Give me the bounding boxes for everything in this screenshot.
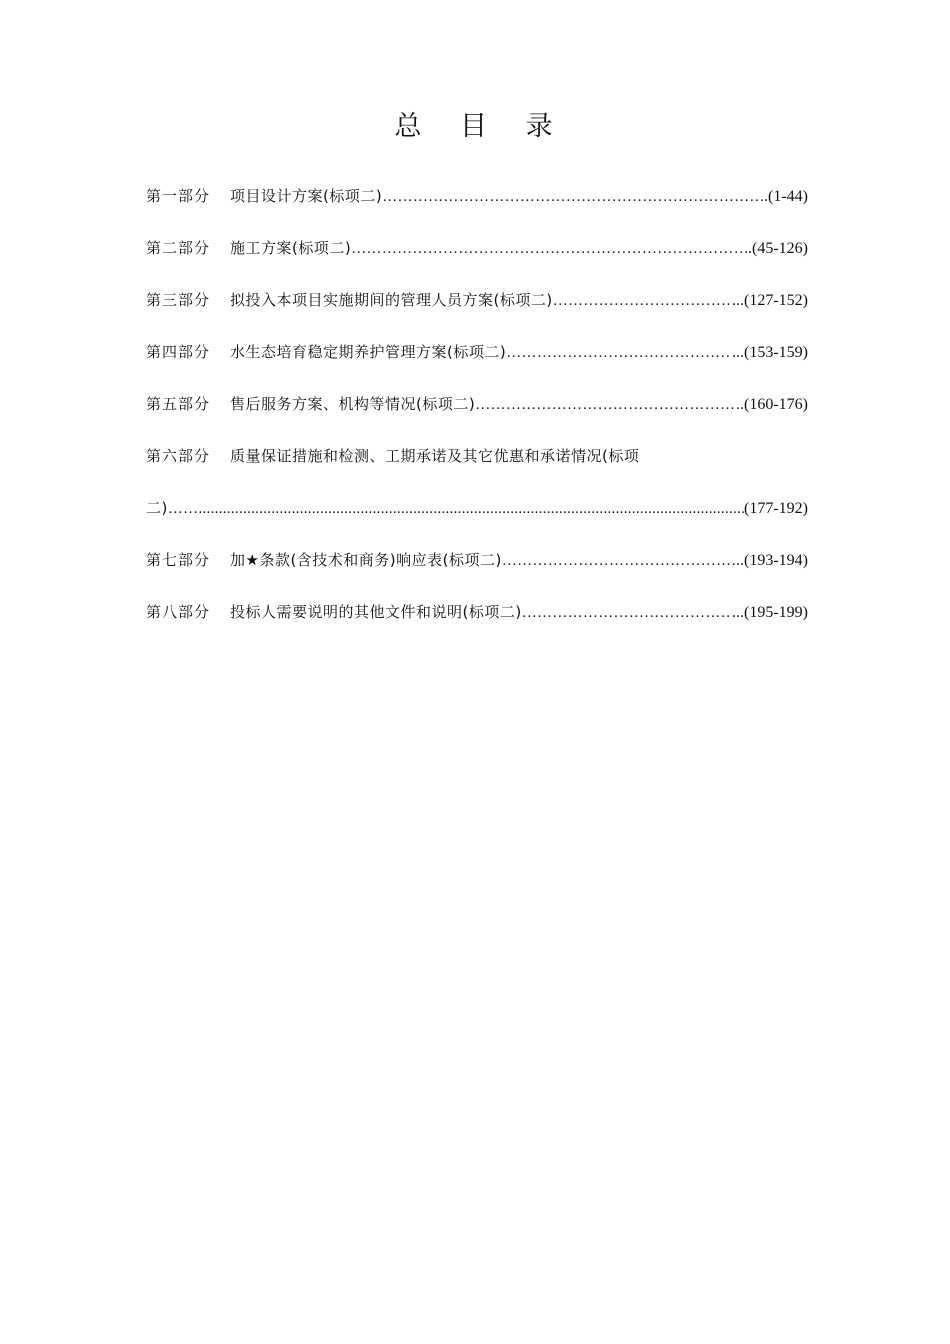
toc-part-label: 第六部分 xyxy=(146,447,211,465)
toc-entry-6[interactable] xyxy=(146,440,808,472)
toc-page-range: (177-192) xyxy=(744,500,808,517)
toc-entry-1[interactable] xyxy=(146,180,808,212)
toc-part-label: 第四部分 xyxy=(146,343,211,361)
toc-entry-title: 水生态培育稳定期养护管理方案(标项二) xyxy=(230,343,507,361)
toc-page-range: ...(127-152) xyxy=(732,292,808,309)
toc-page-range: ...(153-159) xyxy=(732,344,808,361)
dot-leader xyxy=(168,493,744,525)
toc-entry-2[interactable] xyxy=(146,232,808,264)
toc-page-range: .(160-176) xyxy=(740,396,808,413)
toc-entry-title: 项目设计方案(标项二) xyxy=(230,187,383,205)
toc-part-label: 第三部分 xyxy=(146,291,211,309)
toc-entry-title-continuation: 二) xyxy=(146,499,168,517)
dot-leader xyxy=(502,545,736,577)
dot-leader xyxy=(553,285,732,317)
dot-leader xyxy=(475,389,740,421)
toc-page-range: .(45-126) xyxy=(748,240,808,257)
toc-entry-title: 加★条款(含技术和商务)响应表(标项二) xyxy=(230,551,502,569)
toc-entry-5[interactable] xyxy=(146,388,808,420)
toc-entry-6-continuation[interactable] xyxy=(146,492,808,524)
dot-leader xyxy=(382,181,764,213)
toc-part-label: 第二部分 xyxy=(146,239,211,257)
dot-leader xyxy=(522,597,732,629)
toc-entry-4[interactable] xyxy=(146,336,808,368)
toc-entry-7[interactable] xyxy=(146,544,808,576)
toc-entry-title: 投标人需要说明的其他文件和说明(标项二) xyxy=(230,603,522,621)
toc-entry-8[interactable] xyxy=(146,596,808,628)
dot-leader xyxy=(351,233,748,265)
toc-part-label: 第五部分 xyxy=(146,395,211,413)
toc-page-range: ..(193-194) xyxy=(736,552,808,569)
toc-part-label: 第七部分 xyxy=(146,551,211,569)
toc-page-range: .(1-44) xyxy=(764,188,808,205)
toc-entry-title: 质量保证措施和检测、工期承诺及其它优惠和承诺情况(标项 xyxy=(230,447,640,465)
toc-entry-title: 拟投入本项目实施期间的管理人员方案(标项二) xyxy=(230,291,553,309)
toc-part-label: 第一部分 xyxy=(146,187,211,205)
toc-entry-3[interactable] xyxy=(146,284,808,316)
toc-part-label: 第八部分 xyxy=(146,603,211,621)
page-title: 总 目 录 xyxy=(394,111,568,142)
toc-entry-title: 施工方案(标项二) xyxy=(230,239,352,257)
toc-page-range: ...(195-199) xyxy=(732,604,808,621)
dot-leader xyxy=(506,337,732,369)
toc-entry-title: 售后服务方案、机构等情况(标项二) xyxy=(230,395,476,413)
